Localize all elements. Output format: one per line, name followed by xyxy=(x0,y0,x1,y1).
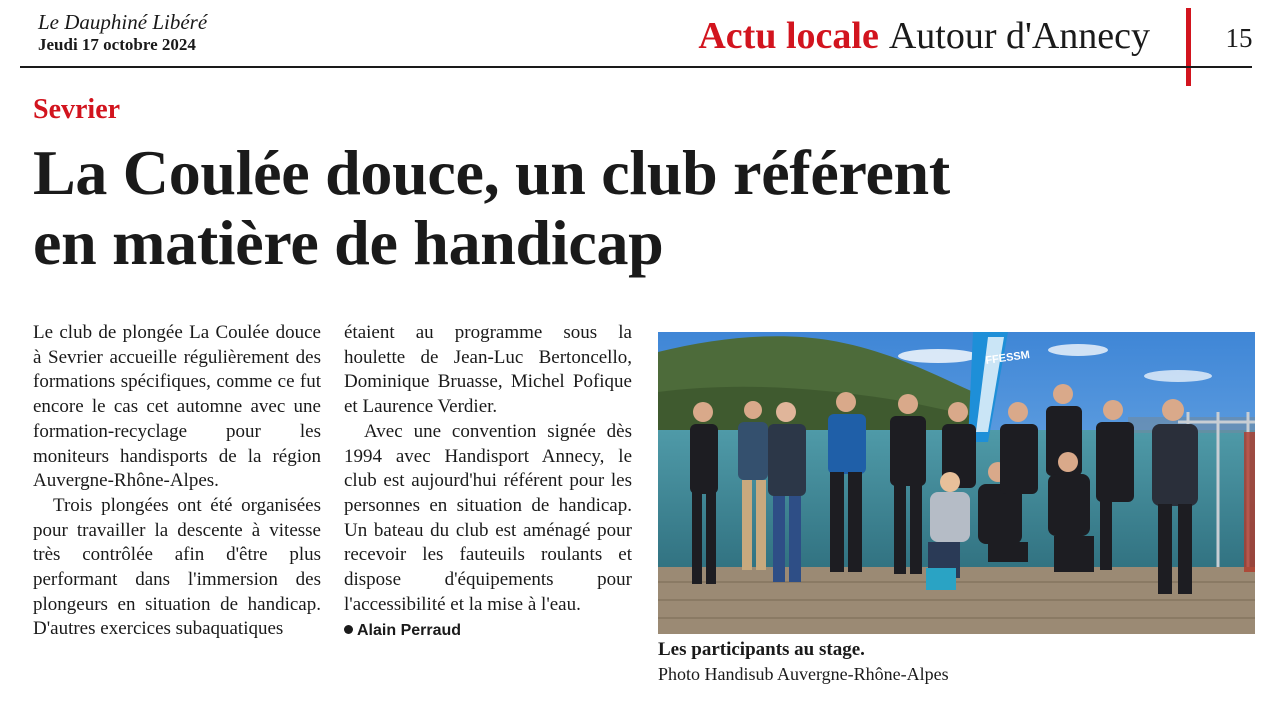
byline xyxy=(344,619,632,644)
article-column-1 xyxy=(33,321,321,642)
photo-credit: Photo Handisub Auvergne-Rhône-Alpes xyxy=(658,664,949,684)
bullet-icon xyxy=(344,625,353,634)
section-header xyxy=(698,10,1150,70)
paper-name: Le Dauphiné Libéré xyxy=(38,10,208,34)
section-title: Actu locale xyxy=(698,15,879,57)
article-column-2 xyxy=(344,321,632,644)
section-subtitle: Autour d'Annecy xyxy=(888,15,1150,57)
author-name: Alain Perraud xyxy=(357,622,462,640)
page-number: 15 xyxy=(1225,23,1253,53)
article-headline xyxy=(33,138,1183,278)
paragraph: Trois plongées ont été organisées pour travailler la descente à vitesse très contrôlée afin d'être plus performant dans l'immersion des plongeurs en situation de handicap. D'autres exercices subaquatiques xyxy=(33,494,321,640)
section-divider-bar xyxy=(1186,8,1191,86)
publication-date: Jeudi 17 octobre 2024 xyxy=(38,35,196,54)
headline-line-2: en matière de handicap xyxy=(33,207,664,278)
paragraph: étaient au programme sous la houlette de Jean-Luc Bertoncello, Dominique Bruasse, Michel Pofique et Laurence Verdier. xyxy=(344,322,632,418)
photo-caption xyxy=(658,638,1258,686)
banner-text: FFESSM xyxy=(984,348,1031,367)
headline-line-1: La Coulée douce, un club référent xyxy=(33,137,950,208)
article-kicker: Sevrier xyxy=(33,94,121,125)
caption-title: Les participants au stage. xyxy=(658,639,865,660)
paragraph: Avec une convention signée dès 1994 avec Handisport Annecy, le club est aujourd'hui référent pour les personnes en situation de handicap. Un bateau du club est aménagé pour recevoir les fauteuils roulants et dispose d'équipements pour l'accessibilité et la mise à l'eau. xyxy=(344,420,632,615)
header-rule xyxy=(20,66,1252,68)
paragraph: Le club de plongée La Coulée douce à Sevrier accueille régulièrement des formations spécifiques, comme ce fut encore le cas cet automne avec une formation-recyclage pour les moniteurs handisports de la région Auvergne-Rhône-Alpes. xyxy=(33,322,321,492)
group-photo xyxy=(658,332,1255,634)
paper-identity xyxy=(38,10,207,56)
